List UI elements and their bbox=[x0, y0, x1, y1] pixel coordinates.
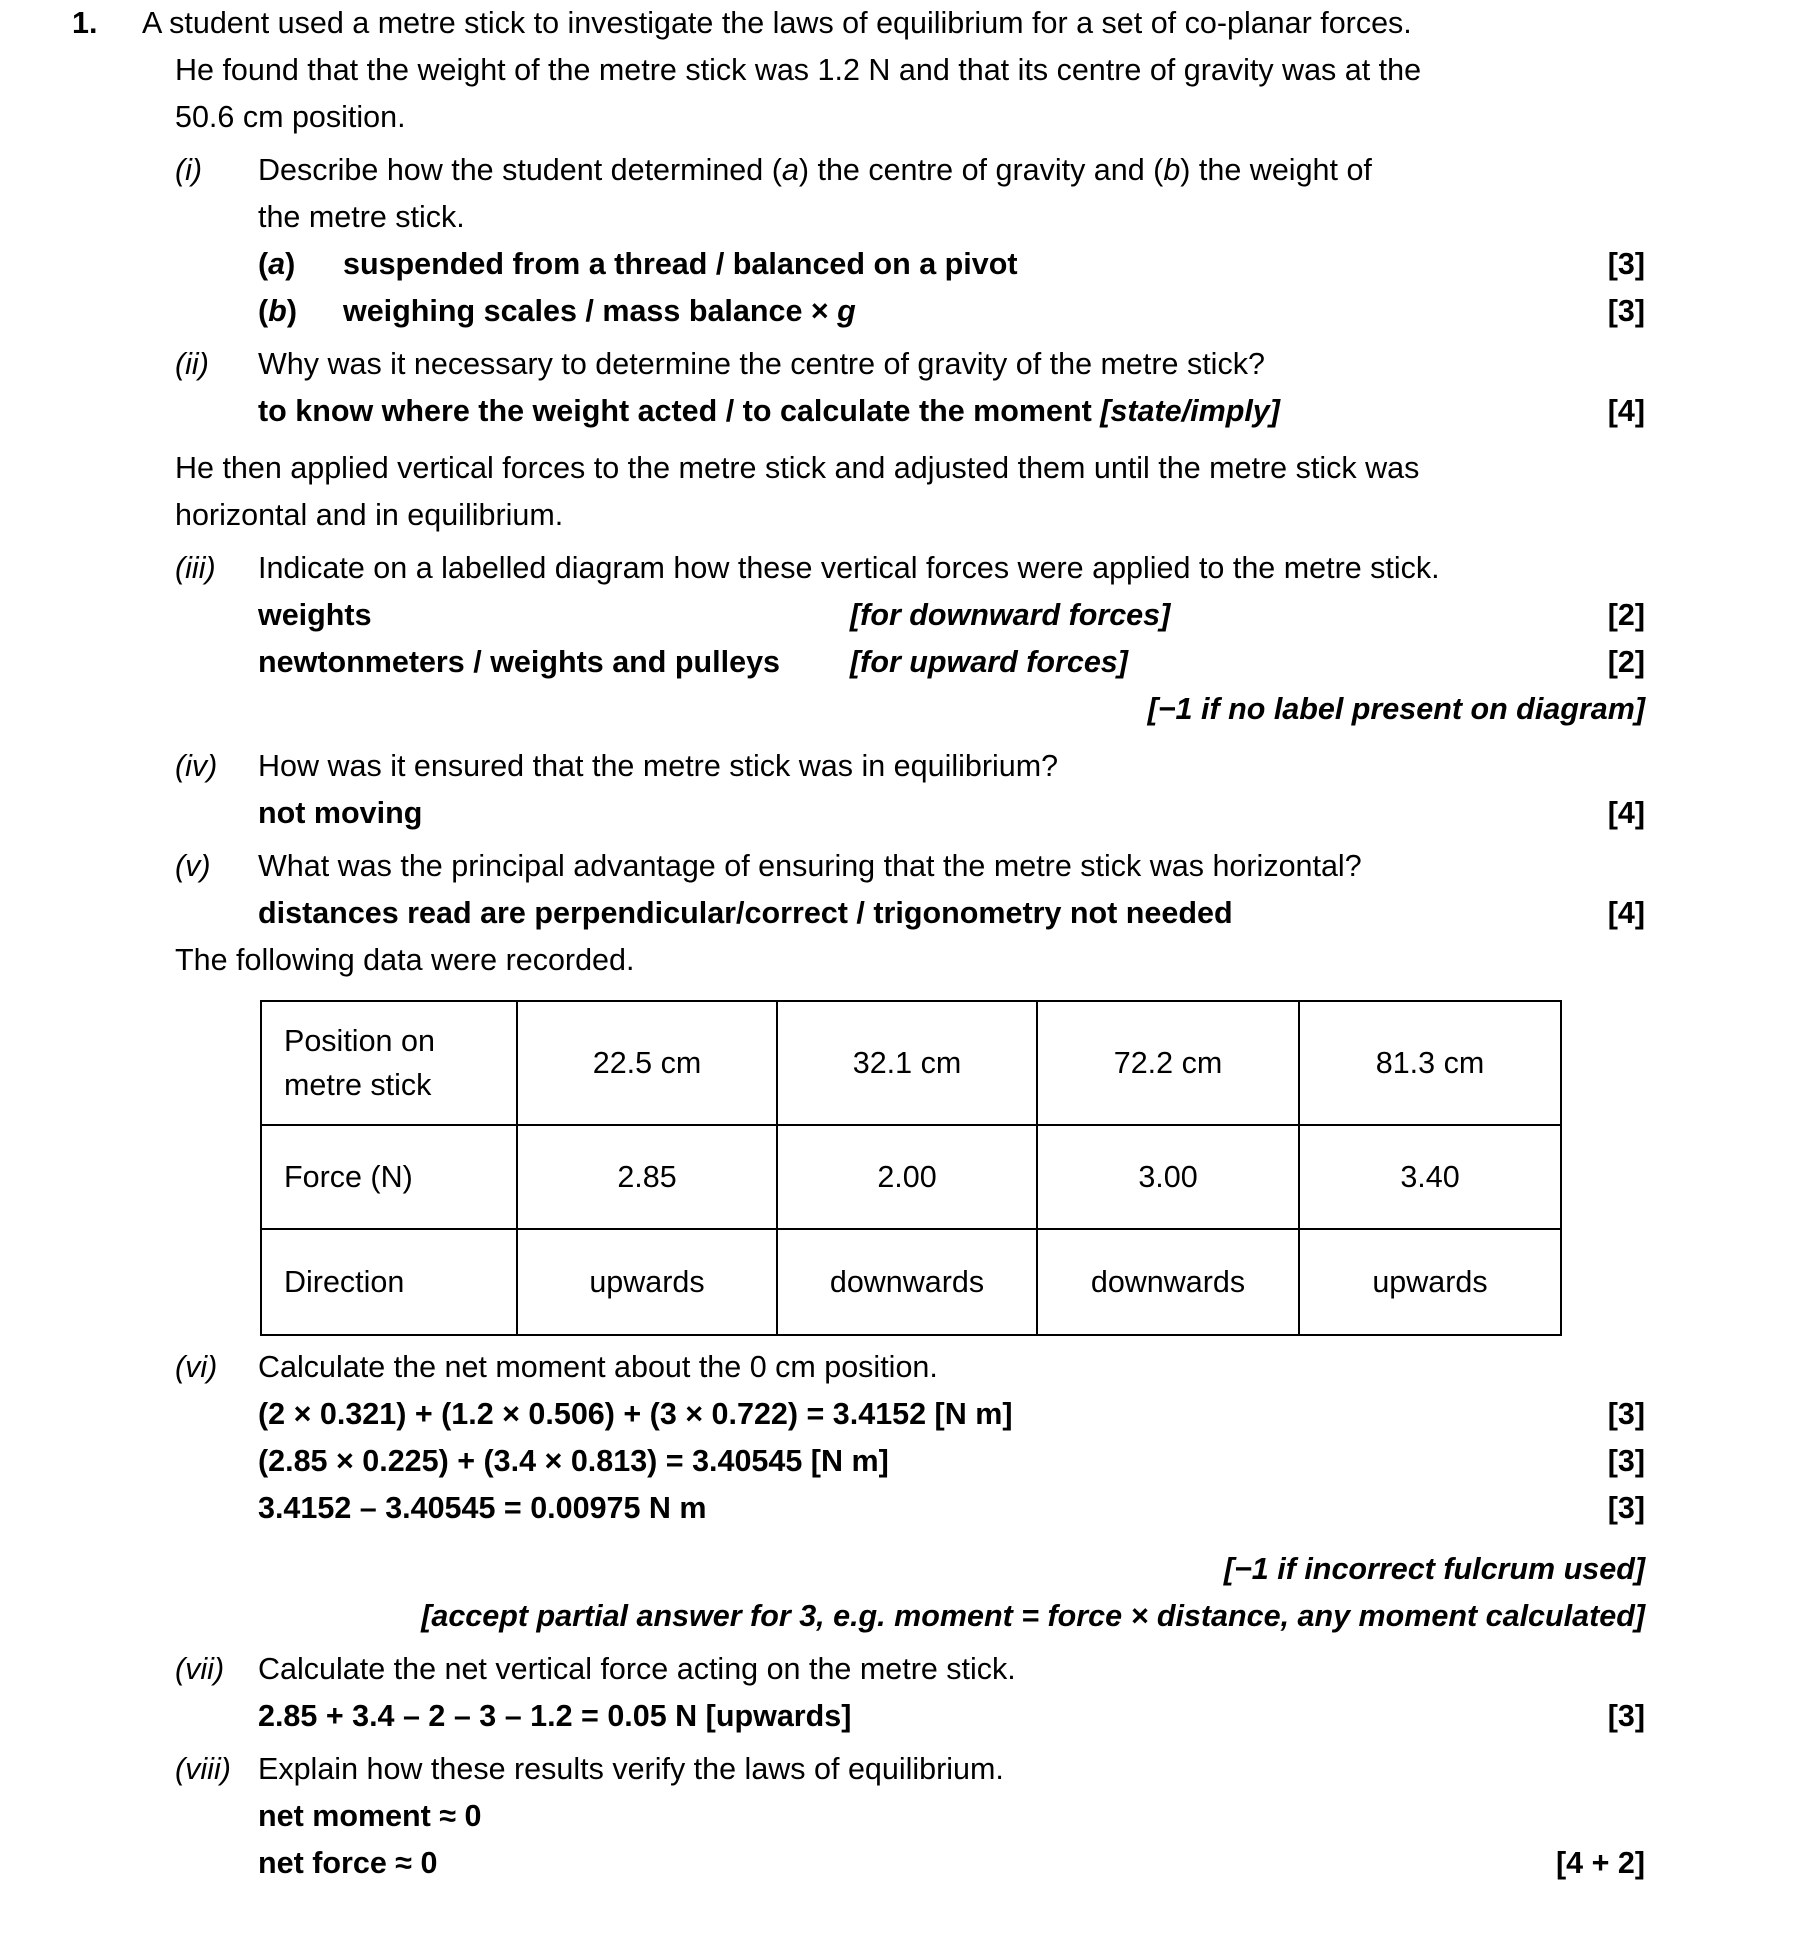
part-i-text-line-1: Describe how the student determined (a) the centre of gravity and (b) the weight of bbox=[258, 153, 1372, 187]
part-ii-answer-row bbox=[0, 388, 1819, 435]
part-viii-label: (viii) bbox=[175, 1752, 231, 1786]
part-i-b-answer: weighing scales / mass balance × g bbox=[343, 294, 856, 328]
part-iii-answer1-main: weights bbox=[258, 598, 372, 632]
part-vi-answer3: 3.4152 – 3.40545 = 0.00975 N m bbox=[258, 1491, 707, 1525]
table-cell-direction-1: upwards bbox=[517, 1229, 777, 1335]
part-i-b-marks: [3] bbox=[1607, 294, 1645, 328]
table-cell-force-4: 3.40 bbox=[1299, 1125, 1561, 1229]
part-iii-answer1-row bbox=[0, 592, 1819, 639]
part-viii-answer1: net moment ≈ 0 bbox=[258, 1799, 482, 1833]
position-header-line-1: Position on bbox=[284, 1024, 435, 1058]
part-vi-answer1: (2 × 0.321) + (1.2 × 0.506) + (3 × 0.722) = 3.4152 [N m] bbox=[258, 1397, 1013, 1431]
part-i-b-answer-row bbox=[0, 288, 1819, 335]
part-viii-answer2-row bbox=[0, 1840, 1819, 1887]
part-v-answer: distances read are perpendicular/correct / trigonometry not needed bbox=[258, 896, 1233, 930]
part-vii-answer: 2.85 + 3.4 – 2 – 3 – 1.2 = 0.05 N [upwards] bbox=[258, 1699, 852, 1733]
part-vii-marks: [3] bbox=[1607, 1699, 1645, 1733]
stem2-text-line-2: horizontal and in equilibrium. bbox=[175, 498, 564, 532]
table-cell-direction-3: downwards bbox=[1037, 1229, 1299, 1335]
part-iii-question-row bbox=[0, 545, 1819, 592]
question-stem-line-3 bbox=[0, 94, 1819, 141]
table-cell-force-3: 3.00 bbox=[1037, 1125, 1299, 1229]
position-header-line-2: metre stick bbox=[284, 1068, 432, 1102]
part-i-a-marks: [3] bbox=[1607, 247, 1645, 281]
table-row bbox=[261, 1125, 1561, 1229]
part-i-line-1 bbox=[0, 147, 1819, 194]
recorded-data-table-wrapper bbox=[260, 1000, 1560, 1336]
part-iii-answer2-marks: [2] bbox=[1607, 645, 1645, 679]
part-vi-label: (vi) bbox=[175, 1350, 218, 1384]
part-iv-text: How was it ensured that the metre stick was in equilibrium? bbox=[258, 749, 1059, 783]
part-i-text-line-2: the metre stick. bbox=[258, 200, 465, 234]
part-v-marks: [4] bbox=[1607, 896, 1645, 930]
table-cell-position-1: 22.5 cm bbox=[517, 1001, 777, 1125]
table-cell-force-1: 2.85 bbox=[517, 1125, 777, 1229]
part-iv-marks: [4] bbox=[1607, 796, 1645, 830]
part-vi-answer2-marks: [3] bbox=[1607, 1444, 1645, 1478]
part-ii-answer-main: to know where the weight acted / to calculate the moment bbox=[258, 394, 1101, 428]
part-viii-question-row bbox=[0, 1746, 1819, 1793]
part-viii-answer1-row bbox=[0, 1793, 1819, 1840]
part-vi-answer3-row bbox=[0, 1485, 1819, 1532]
part-i-a-answer: suspended from a thread / balanced on a pivot bbox=[343, 247, 1018, 281]
table-cell-direction-2: downwards bbox=[777, 1229, 1037, 1335]
part-iv-answer-row bbox=[0, 790, 1819, 837]
part-vi-question-row bbox=[0, 1344, 1819, 1391]
question-stem-line-1 bbox=[0, 0, 1819, 47]
part-iii-answer2-row bbox=[0, 639, 1819, 686]
part-ii-question-row bbox=[0, 341, 1819, 388]
part-iv-label: (iv) bbox=[175, 749, 218, 783]
part-vi-answer2: (2.85 × 0.225) + (3.4 × 0.813) = 3.40545 [N m] bbox=[258, 1444, 889, 1478]
part-vii-text: Calculate the net vertical force acting on the metre stick. bbox=[258, 1652, 1016, 1686]
part-v-question-row bbox=[0, 843, 1819, 890]
part-vi-answer1-marks: [3] bbox=[1607, 1397, 1645, 1431]
stem-text-line-2: He found that the weight of the metre stick was 1.2 N and that its centre of gravity was at the bbox=[175, 53, 1422, 87]
part-i-line-2 bbox=[0, 194, 1819, 241]
part-ii-text: Why was it necessary to determine the centre of gravity of the metre stick? bbox=[258, 347, 1265, 381]
part-ii-answer bbox=[258, 388, 1280, 435]
part-iii-answer2-note: [for upward forces] bbox=[850, 645, 1128, 679]
part-ii-marks: [4] bbox=[1607, 394, 1645, 428]
part-v-text: What was the principal advantage of ensuring that the metre stick was horizontal? bbox=[258, 849, 1362, 883]
part-iii-answer1-marks: [2] bbox=[1607, 598, 1645, 632]
part-iii-penalty-note: [−1 if no label present on diagram] bbox=[1147, 692, 1645, 726]
part-iii-answer1-note: [for downward forces] bbox=[850, 598, 1171, 632]
part-viii-marks: [4 + 2] bbox=[1556, 1846, 1645, 1880]
part-v-answer-row bbox=[0, 890, 1819, 937]
part-vii-answer-row bbox=[0, 1693, 1819, 1740]
table-cell-force-2: 2.00 bbox=[777, 1125, 1037, 1229]
table-row bbox=[261, 1229, 1561, 1335]
recorded-data-table bbox=[260, 1000, 1562, 1336]
part-viii-answer2: net force ≈ 0 bbox=[258, 1846, 438, 1880]
table-row-header-direction: Direction bbox=[261, 1229, 517, 1335]
part-vi-answer3-marks: [3] bbox=[1607, 1491, 1645, 1525]
table-row-header-force: Force (N) bbox=[261, 1125, 517, 1229]
part-iii-answer2-main: newtonmeters / weights and pulleys bbox=[258, 645, 780, 679]
question-stem2-line-2 bbox=[0, 492, 1819, 539]
part-vi-accept-note: [accept partial answer for 3, e.g. moment = force × distance, any moment calculated] bbox=[421, 1599, 1645, 1633]
stem2-text-line-1: He then applied vertical forces to the metre stick and adjusted them until the metre stick was bbox=[175, 451, 1420, 485]
data-intro-row bbox=[0, 937, 1819, 984]
part-iii-label: (iii) bbox=[175, 551, 216, 585]
part-iv-answer: not moving bbox=[258, 796, 423, 830]
table-cell-position-3: 72.2 cm bbox=[1037, 1001, 1299, 1125]
part-ii-label: (ii) bbox=[175, 347, 209, 381]
part-i-a-answer-row bbox=[0, 241, 1819, 288]
part-vi-text: Calculate the net moment about the 0 cm position. bbox=[258, 1350, 938, 1384]
part-iii-text: Indicate on a labelled diagram how these vertical forces were applied to the metre stick. bbox=[258, 551, 1440, 585]
part-i-b-label: (b) bbox=[258, 294, 297, 328]
part-vi-penalty-note: [−1 if incorrect fulcrum used] bbox=[1223, 1552, 1645, 1586]
question-number: 1. bbox=[72, 6, 98, 40]
part-vi-answer1-row bbox=[0, 1391, 1819, 1438]
stem-text-line-1: A student used a metre stick to investigate the laws of equilibrium for a set of co-planar forces. bbox=[142, 6, 1412, 40]
part-iv-question-row bbox=[0, 743, 1819, 790]
part-i-a-label: (a) bbox=[258, 247, 296, 281]
table-row bbox=[261, 1001, 1561, 1125]
table-cell-direction-4: upwards bbox=[1299, 1229, 1561, 1335]
part-iii-answer2 bbox=[258, 639, 1128, 686]
table-cell-position-2: 32.1 cm bbox=[777, 1001, 1037, 1125]
part-viii-text: Explain how these results verify the laws of equilibrium. bbox=[258, 1752, 1004, 1786]
part-vii-question-row bbox=[0, 1646, 1819, 1693]
part-v-label: (v) bbox=[175, 849, 211, 883]
question-stem-line-2 bbox=[0, 47, 1819, 94]
part-i-label: (i) bbox=[175, 153, 203, 187]
part-vii-label: (vii) bbox=[175, 1652, 225, 1686]
question-stem2-line-1 bbox=[0, 445, 1819, 492]
part-iii-answer1 bbox=[258, 592, 1170, 639]
stem-text-line-3: 50.6 cm position. bbox=[175, 100, 406, 134]
part-ii-answer-note: [state/imply] bbox=[1100, 394, 1280, 428]
table-row-header-position bbox=[261, 1001, 517, 1125]
table-cell-position-4: 81.3 cm bbox=[1299, 1001, 1561, 1125]
data-intro-text: The following data were recorded. bbox=[175, 943, 635, 977]
part-vi-answer2-row bbox=[0, 1438, 1819, 1485]
